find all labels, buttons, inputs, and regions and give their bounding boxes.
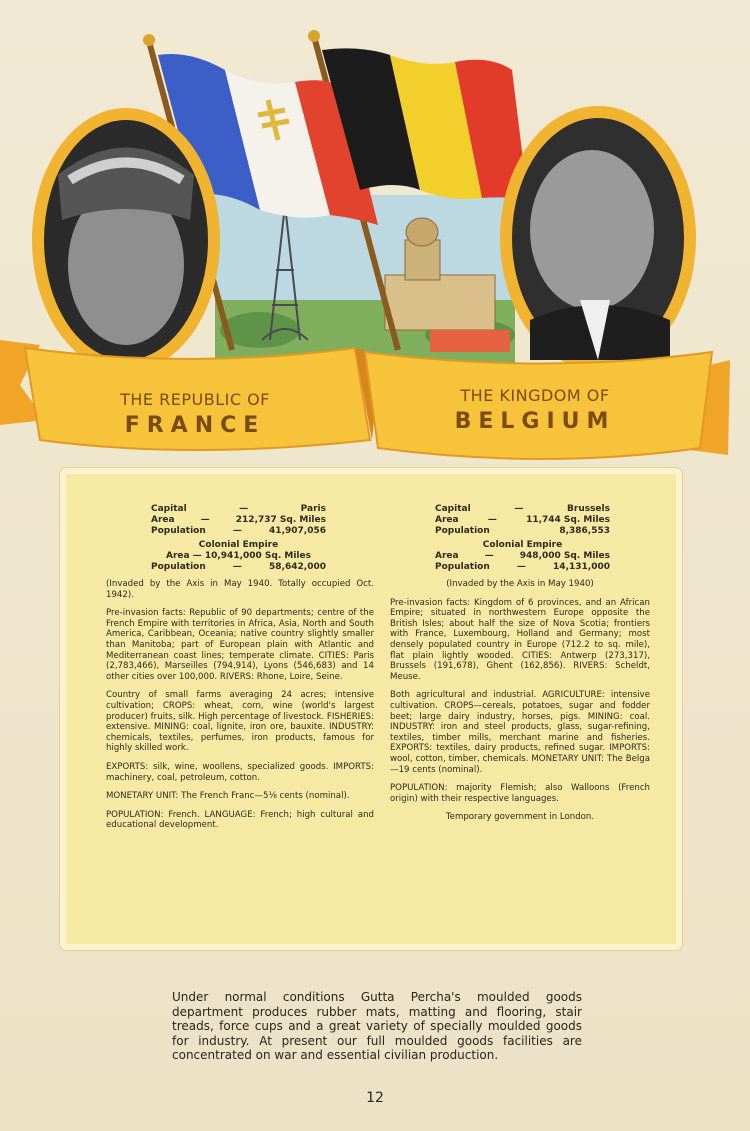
value: 8,386,553 (559, 526, 610, 536)
belgium-paragraph-4: Temporary government in London. (445, 812, 595, 823)
label: Population (151, 526, 206, 536)
value: 11,744 Sq. Miles (526, 515, 610, 525)
belgium-column (390, 504, 650, 831)
dash: — (232, 562, 242, 572)
value: Paris (300, 504, 326, 514)
heading: Colonial Empire (482, 540, 563, 550)
value: 41,907,056 (269, 526, 326, 536)
france-banner (90, 390, 300, 438)
dash: — (200, 515, 210, 525)
dash: — (516, 562, 526, 572)
belgium-banner-line1: THE KINGDOM OF (460, 386, 610, 405)
france-column (106, 504, 374, 839)
belgium-banner (430, 386, 640, 434)
france-invaded: (Invaded by the Axis in May 1940. Totally occupied Oct. 1942). (106, 579, 374, 600)
belgium-paragraph-1: Pre-invasion facts: Kingdom of 6 provinces, and an African Empire; situated in northwestern Europe opposite the British Isles; about half the size of Nova Scotia; frontiers with France, Luxembourg, Holland and Germany; most densely populated country in Europe (712.2 to sq. mile), flat plain lightly wooded. CITIES: Antwerp (273,317), Brussels (191,678), Ghent (162,856). RIVERS: Scheldt, Meuse. (390, 597, 650, 682)
dash: — (239, 504, 249, 514)
dash: — (232, 526, 242, 536)
value: 212,737 Sq. Miles (235, 515, 326, 525)
label: Capital (435, 504, 471, 514)
belgium-banner-line2: BELGIUM (454, 409, 616, 434)
value: 948,000 Sq. Miles (519, 551, 610, 561)
colonial-area: Area — 10,941,000 Sq. Miles (166, 551, 311, 561)
france-banner-line1: THE REPUBLIC OF (120, 390, 270, 409)
label: Area (151, 515, 175, 525)
label: Area (435, 551, 459, 561)
belgium-paragraph-3: POPULATION: majority Flemish; also Walloons (French origin) with their respective languages. (390, 783, 650, 804)
france-paragraph-1: Pre-invasion facts: Republic of 90 departments; centre of the French Empire with territories in Africa, Asia, North and South America, Caribbean, Oceania; native country slightly smaller than Manitoba; part of European plain with Atlantic and Mediterranean coast lines; temperate climate. CITIES: Paris (2,783,466), Marseilles (794,914), Lyons (546,683) and 14 other cities over 100,000. RIVERS: Rhone, Loire, Seine. (106, 608, 374, 682)
france-paragraph-4: MONETARY UNIT: The French Franc—5⅛ cents (nominal). (106, 791, 350, 802)
dash: — (487, 515, 497, 525)
heading: Colonial Empire (198, 540, 279, 550)
value: 58,642,000 (269, 562, 326, 572)
france-paragraph-5: POPULATION: French. LANGUAGE: French; high cultural and educational development. (106, 809, 374, 831)
value: Brussels (567, 504, 610, 514)
label: Population (435, 526, 490, 536)
footer-text: Under normal conditions Gutta Percha's moulded goods department produces rubber mats, matting and flooring, stair treads, force cups and a great variety of specially moulded goods for industry. At present our full moulded goods facilities are concentrated on war and essential civilian production. (172, 990, 582, 1062)
belgium-stats (435, 504, 610, 573)
label: Capital (151, 504, 187, 514)
belgium-leader-portrait (500, 106, 696, 370)
france-stats (151, 504, 326, 573)
france-paragraph-2: Country of small farms averaging 24 acres; intensive cultivation; CROPS: wheat, corn, wine (world's largest producer) fruits, silk. High percentage of livestock. FISHERIES: extensive. MINING: coal, lignite, iron ore, bauxite. INDUSTRY: chemicals, textiles, perfumes, iron products, famous for highly skilled work. (106, 690, 374, 754)
france-leader-portrait (32, 108, 220, 372)
belgium-paragraph-2: Both agricultural and industrial. AGRICULTURE: intensive cultivation. CROPS—cereals, potatoes, sugar and fodder beet; large dairy industry, horses, pigs. MINING: coal. INDUSTRY: iron and steel products, glass, sugar-refining, textiles, timber mills, merchant marine and fisheries. EXPORTS: textiles, dairy products, refined sugar. IMPORTS: wool, cotton, timber, chemicals. MONETARY UNIT: The Belga—19 cents (nominal). (390, 690, 650, 775)
value: 14,131,000 (553, 562, 610, 572)
label: Population (151, 562, 206, 572)
label: Population (435, 562, 490, 572)
dash: — (484, 551, 494, 561)
label: Area (435, 515, 459, 525)
facts-panel (60, 468, 682, 950)
france-paragraph-3: EXPORTS: silk, wine, woollens, specialized goods. IMPORTS: machinery, coal, petroleum, cotton. (106, 761, 374, 783)
france-banner-line2: FRANCE (124, 413, 266, 438)
dash: — (514, 504, 524, 514)
belgium-invaded: (Invaded by the Axis in May 1940) (446, 579, 594, 589)
page-number: 12 (366, 1090, 384, 1106)
